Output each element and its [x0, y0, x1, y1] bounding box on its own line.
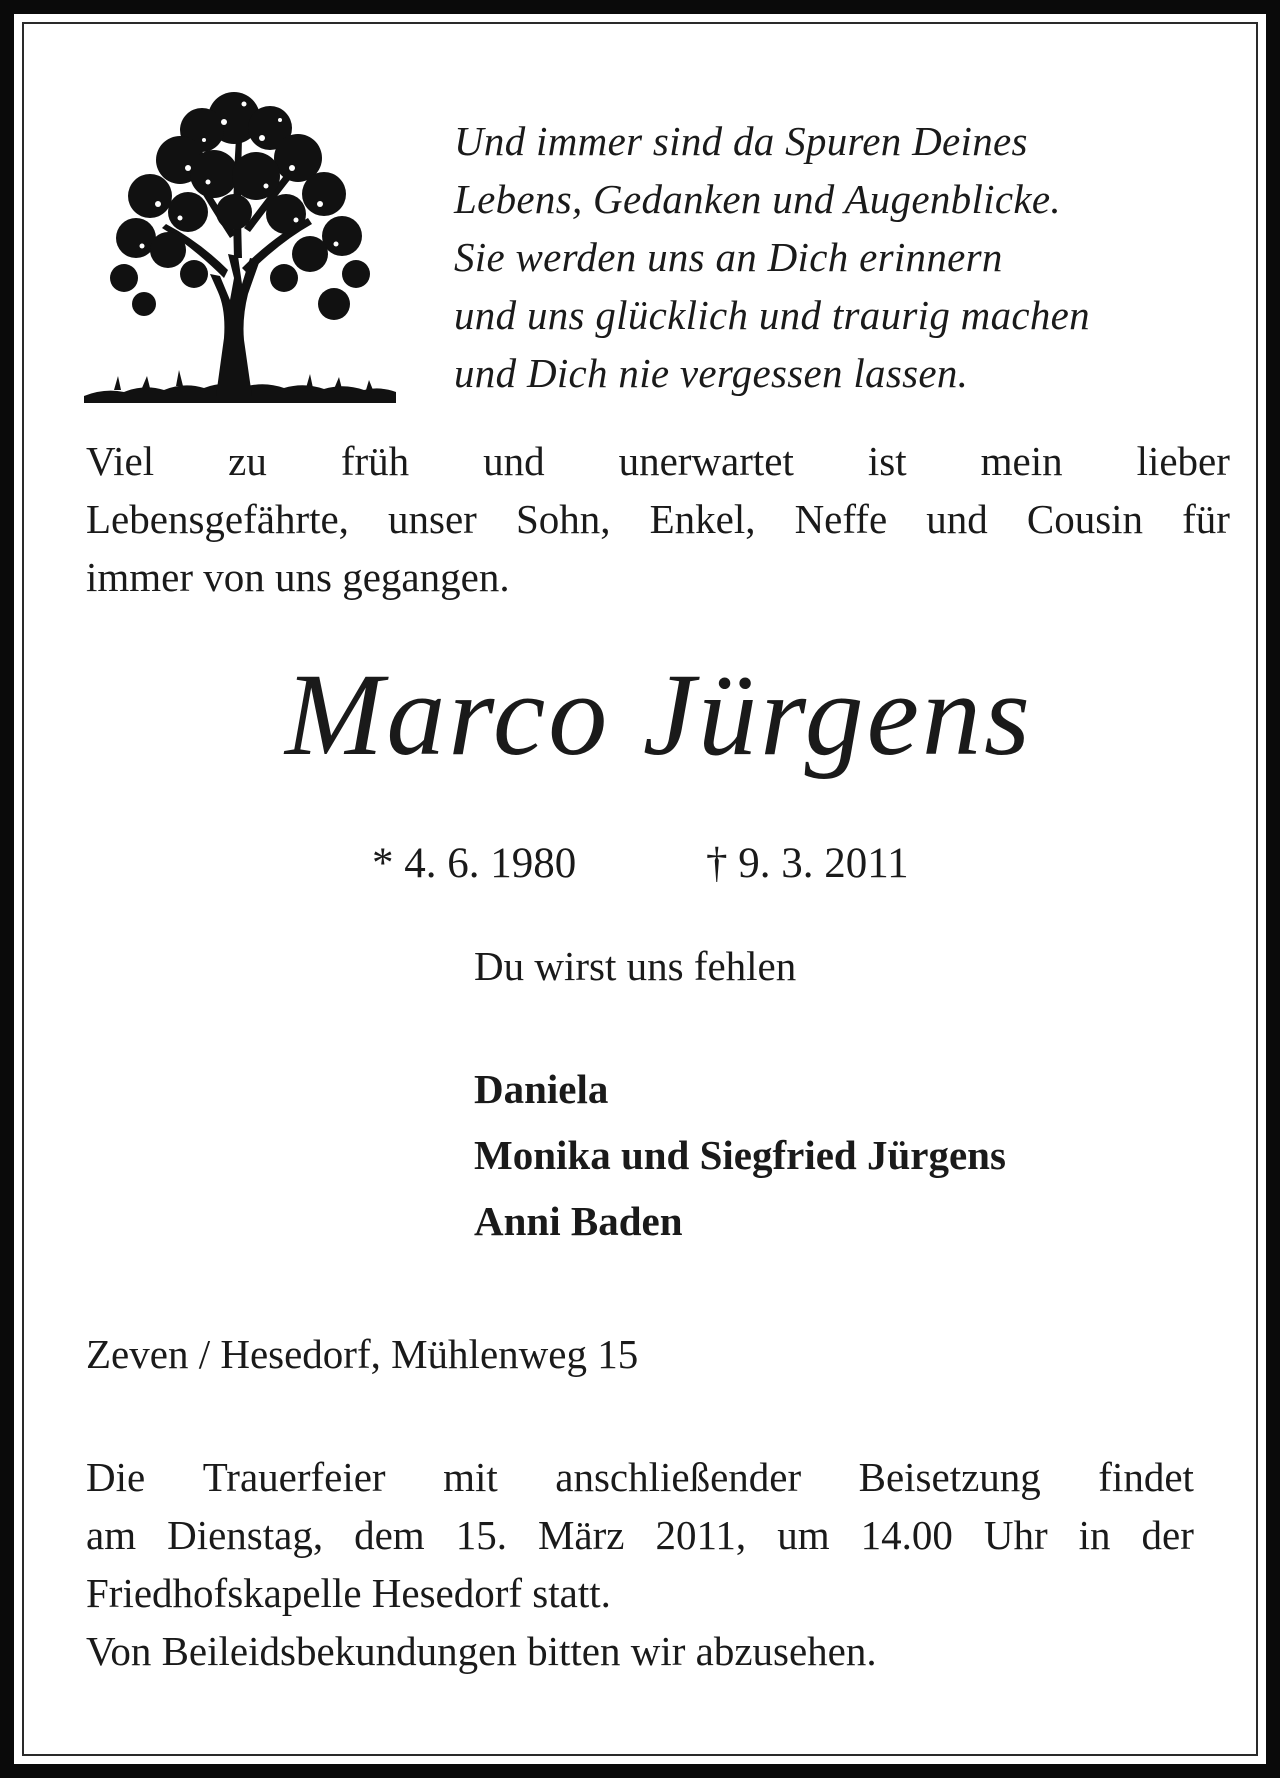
word: 14.00 — [860, 1512, 953, 1558]
deceased-name: Marco Jürgens — [285, 649, 1033, 780]
word: Neffe — [794, 496, 888, 542]
death-date: † 9. 3. 2011 — [706, 840, 909, 887]
tree-icon — [84, 78, 396, 403]
poem-line: Lebens, Gedanken und Augenblicke. — [454, 176, 1061, 222]
word: Sohn, — [515, 496, 611, 542]
poem-line: Sie werden uns an Dich erinnern — [454, 234, 1003, 280]
word: Uhr — [983, 1512, 1048, 1558]
word: Enkel, — [649, 496, 756, 542]
word: mein — [980, 438, 1063, 484]
poem — [454, 112, 1244, 402]
word: Cousin — [1026, 496, 1144, 542]
mourner-name: Daniela — [474, 1066, 609, 1112]
intro-paragraph — [86, 432, 1230, 606]
service-line — [86, 1506, 1194, 1564]
service-info — [86, 1448, 1194, 1680]
word: Trauerfeier — [202, 1454, 386, 1500]
mourners-list — [474, 1056, 1006, 1254]
word: unser — [388, 496, 477, 542]
word: Die — [86, 1454, 146, 1500]
word: mit — [443, 1454, 498, 1500]
word: in — [1078, 1512, 1111, 1558]
word: unerwartet — [618, 438, 794, 484]
word: ist — [867, 438, 907, 484]
poem-line: und uns glücklich und traurig machen — [454, 292, 1090, 338]
word: dem — [354, 1512, 425, 1558]
closing-line: Du wirst uns fehlen — [474, 943, 797, 989]
poem-line: und Dich nie vergessen lassen. — [454, 350, 969, 396]
intro-line: immer von uns gegangen. — [86, 554, 510, 600]
word: der — [1141, 1512, 1194, 1558]
word: für — [1182, 496, 1230, 542]
word: anschließender — [555, 1454, 802, 1500]
word: und — [926, 496, 988, 542]
word: Beisetzung — [858, 1454, 1041, 1500]
poem-line: Und immer sind da Spuren Deines — [454, 118, 1028, 164]
word: findet — [1098, 1454, 1194, 1500]
service-line: Friedhofskapelle Hesedorf statt. — [86, 1570, 611, 1616]
address: Zeven / Hesedorf, Mühlenweg 15 — [86, 1331, 639, 1377]
word: Viel — [86, 438, 155, 484]
word: um — [777, 1512, 830, 1558]
intro-line — [86, 490, 1230, 548]
word: am — [86, 1512, 137, 1558]
mourner-name: Monika und Siegfried Jürgens — [474, 1132, 1006, 1178]
birth-date: * 4. 6. 1980 — [372, 840, 577, 887]
word: früh — [340, 438, 410, 484]
word: 15. — [455, 1512, 507, 1558]
intro-line — [86, 432, 1230, 490]
mourner-name: Anni Baden — [474, 1198, 683, 1244]
service-line: Von Beileidsbekundungen bitten wir abzusehen. — [86, 1628, 877, 1674]
word: und — [483, 438, 545, 484]
service-line — [86, 1448, 1194, 1506]
word: Dienstag, — [167, 1512, 324, 1558]
word: März — [537, 1512, 625, 1558]
word: zu — [228, 438, 267, 484]
word: lieber — [1136, 438, 1230, 484]
word: 2011, — [655, 1512, 747, 1558]
word: Lebensgefährte, — [86, 496, 349, 542]
